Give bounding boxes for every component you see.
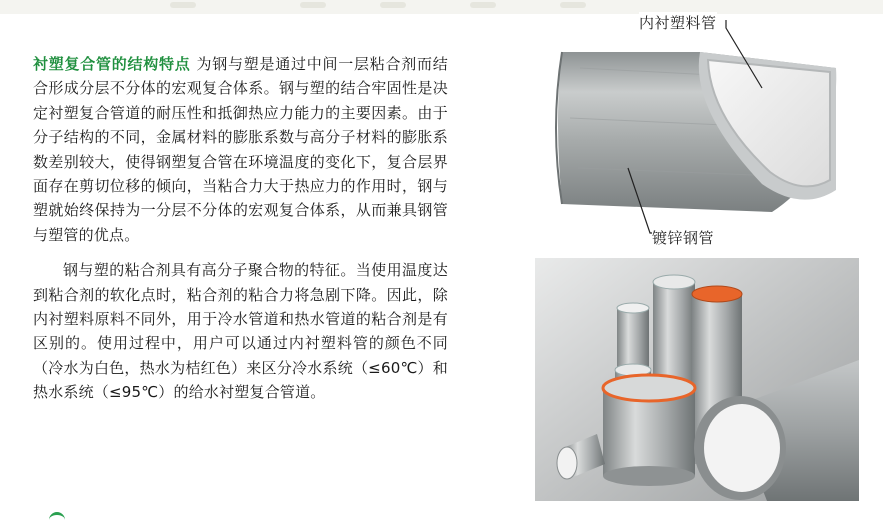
paragraph-1-body: 为钢与塑是通过中间一层粘合剂而结合形成分层不分体的宏观复合体系。钢与塑的结合牢固性是决定衬塑复合管道的耐压性和抵御热应力能力的主要因素。由于分子结构的不同，金属材料的膨胀系数与高分子材料的膨胀系数差别较大，使得钢塑复合管在环境温度的变化下，复合层界面存在剪切位移的倾向，当粘合力大于热应力的作用时，钢与塑就始终保持为一分层不分体的宏观复合体系，从而兼具钢管与塑管的优点。 (33, 55, 448, 244)
article-text (33, 52, 448, 405)
decorative-corner-mark (49, 512, 65, 525)
paragraph-2: 钢与塑的粘合剂具有高分子聚合物的特征。当使用温度达到粘合剂的软化点时，粘合剂的粘合力将急剧下降。因此，除内衬塑料原料不同外，用于冷水管道和热水管道的粘合剂是有区别的。使用过程中，用户可以通过内衬塑料管的颜色不同（冷水为白色，热水为桔红色）来区分冷水系统（≤60℃）和热水系统（≤95℃）的给水衬塑复合管道。 (33, 261, 448, 402)
label-galvanized-steel-pipe: 镀锌钢管 (652, 229, 715, 247)
label-inner-plastic-pipe: 内衬塑料管 (639, 14, 717, 32)
pipe-structure-diagram (540, 8, 880, 248)
short-wide-pipe (603, 375, 695, 486)
paragraph-1 (33, 52, 448, 247)
section-heading: 衬塑复合管的结构特点 (33, 55, 191, 73)
pipe-samples-photo (535, 258, 859, 501)
